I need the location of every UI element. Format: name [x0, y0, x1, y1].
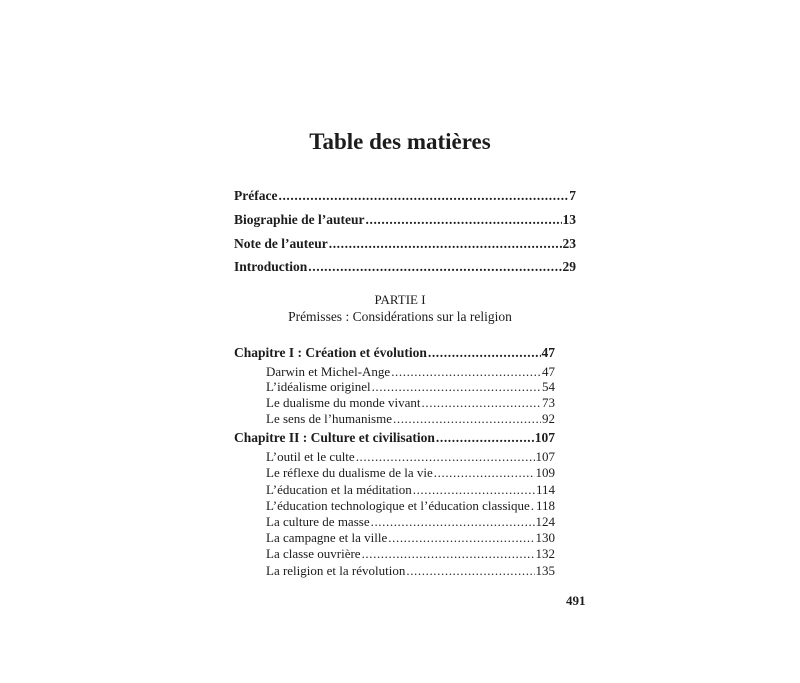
- toc-section-label: La campagne et la ville: [266, 530, 388, 545]
- toc-section: [266, 563, 555, 579]
- toc-section-label: Le réflexe du dualisme de la vie: [266, 465, 433, 480]
- toc-section-label: La culture de masse: [266, 514, 370, 529]
- dot-leader: [531, 498, 535, 514]
- toc-section-label: La religion et la révolution: [266, 563, 406, 578]
- toc-section-page: 135: [535, 563, 555, 578]
- toc-entry-preface: [234, 188, 576, 204]
- page-title: Table des matières: [309, 129, 491, 154]
- toc-section: [266, 465, 555, 481]
- toc-section-label: Darwin et Michel-Ange: [266, 364, 391, 379]
- toc-section-page: 54: [542, 379, 555, 394]
- part-heading: PARTIE I: [374, 292, 426, 307]
- toc-section-label: Le dualisme du monde vivant: [266, 395, 421, 410]
- toc-section: [266, 449, 555, 465]
- toc-section: [266, 498, 555, 514]
- dot-leader: [278, 188, 568, 204]
- toc-section: [266, 379, 555, 395]
- toc-entry-page: 7: [569, 188, 576, 203]
- toc-section-label: L’outil et le culte: [266, 449, 355, 464]
- toc-chapter-1: [234, 345, 555, 361]
- dot-leader: [372, 379, 541, 395]
- dot-leader: [388, 530, 534, 546]
- toc-section-page: 124: [535, 514, 555, 529]
- toc-chapter-label: Chapitre II : Culture et civilisation: [234, 430, 435, 445]
- dot-leader: [436, 430, 534, 446]
- dot-leader: [366, 212, 562, 228]
- dot-leader: [308, 259, 561, 275]
- dot-leader: [422, 395, 541, 411]
- toc-section-label: Le sens de l’humanisme: [266, 411, 392, 426]
- page-number: 491: [566, 593, 586, 608]
- toc-section: [266, 530, 555, 546]
- toc-section-page: 130: [535, 530, 555, 545]
- toc-section-page: 118: [535, 498, 555, 513]
- toc-chapter-page: 107: [534, 430, 555, 445]
- toc-section-page: 114: [535, 482, 555, 497]
- toc-section-page: 132: [535, 546, 555, 561]
- toc-section: [266, 482, 555, 498]
- toc-entry-label: Introduction: [234, 259, 308, 274]
- toc-entry-label: Biographie de l’auteur: [234, 212, 365, 227]
- dot-leader: [413, 482, 535, 498]
- toc-chapter-2: [234, 430, 555, 446]
- toc-chapter-label: Chapitre I : Création et évolution: [234, 345, 427, 360]
- dot-leader: [371, 514, 535, 530]
- toc-section: [266, 411, 555, 427]
- toc-section: [266, 364, 555, 380]
- toc-section-page: 73: [542, 395, 555, 410]
- dot-leader: [356, 449, 535, 465]
- toc-chapter-page: 47: [541, 345, 555, 360]
- toc-section-label: L’éducation technologique et l’éducation classique: [266, 498, 530, 513]
- toc-entry-biography: [234, 212, 576, 228]
- dot-leader: [428, 345, 541, 361]
- toc-section: [266, 395, 555, 411]
- toc-section: [266, 546, 555, 562]
- toc-entry-page: 13: [562, 212, 576, 227]
- toc-section-label: L’idéalisme originel: [266, 379, 371, 394]
- dot-leader: [391, 364, 541, 380]
- toc-section-page: 109: [535, 465, 555, 480]
- toc-entry-introduction: [234, 259, 576, 275]
- toc-entry-label: Préface: [234, 188, 278, 203]
- dot-leader: [393, 411, 541, 427]
- dot-leader: [362, 546, 535, 562]
- toc-entry-page: 29: [562, 259, 576, 274]
- toc-entry-page: 23: [562, 236, 576, 251]
- dot-leader: [329, 236, 562, 252]
- toc-section-page: 92: [542, 411, 555, 426]
- toc-entry-label: Note de l’auteur: [234, 236, 328, 251]
- toc-section-label: L’éducation et la méditation: [266, 482, 412, 497]
- toc-section-page: 107: [535, 449, 555, 464]
- toc-entry-author-note: [234, 236, 576, 252]
- dot-leader: [406, 563, 534, 579]
- dot-leader: [434, 465, 535, 481]
- part-subtitle: Prémisses : Considérations sur la religion: [288, 309, 512, 324]
- toc-section: [266, 514, 555, 530]
- toc-section-label: La classe ouvrière: [266, 546, 361, 561]
- toc-section-page: 47: [542, 364, 555, 379]
